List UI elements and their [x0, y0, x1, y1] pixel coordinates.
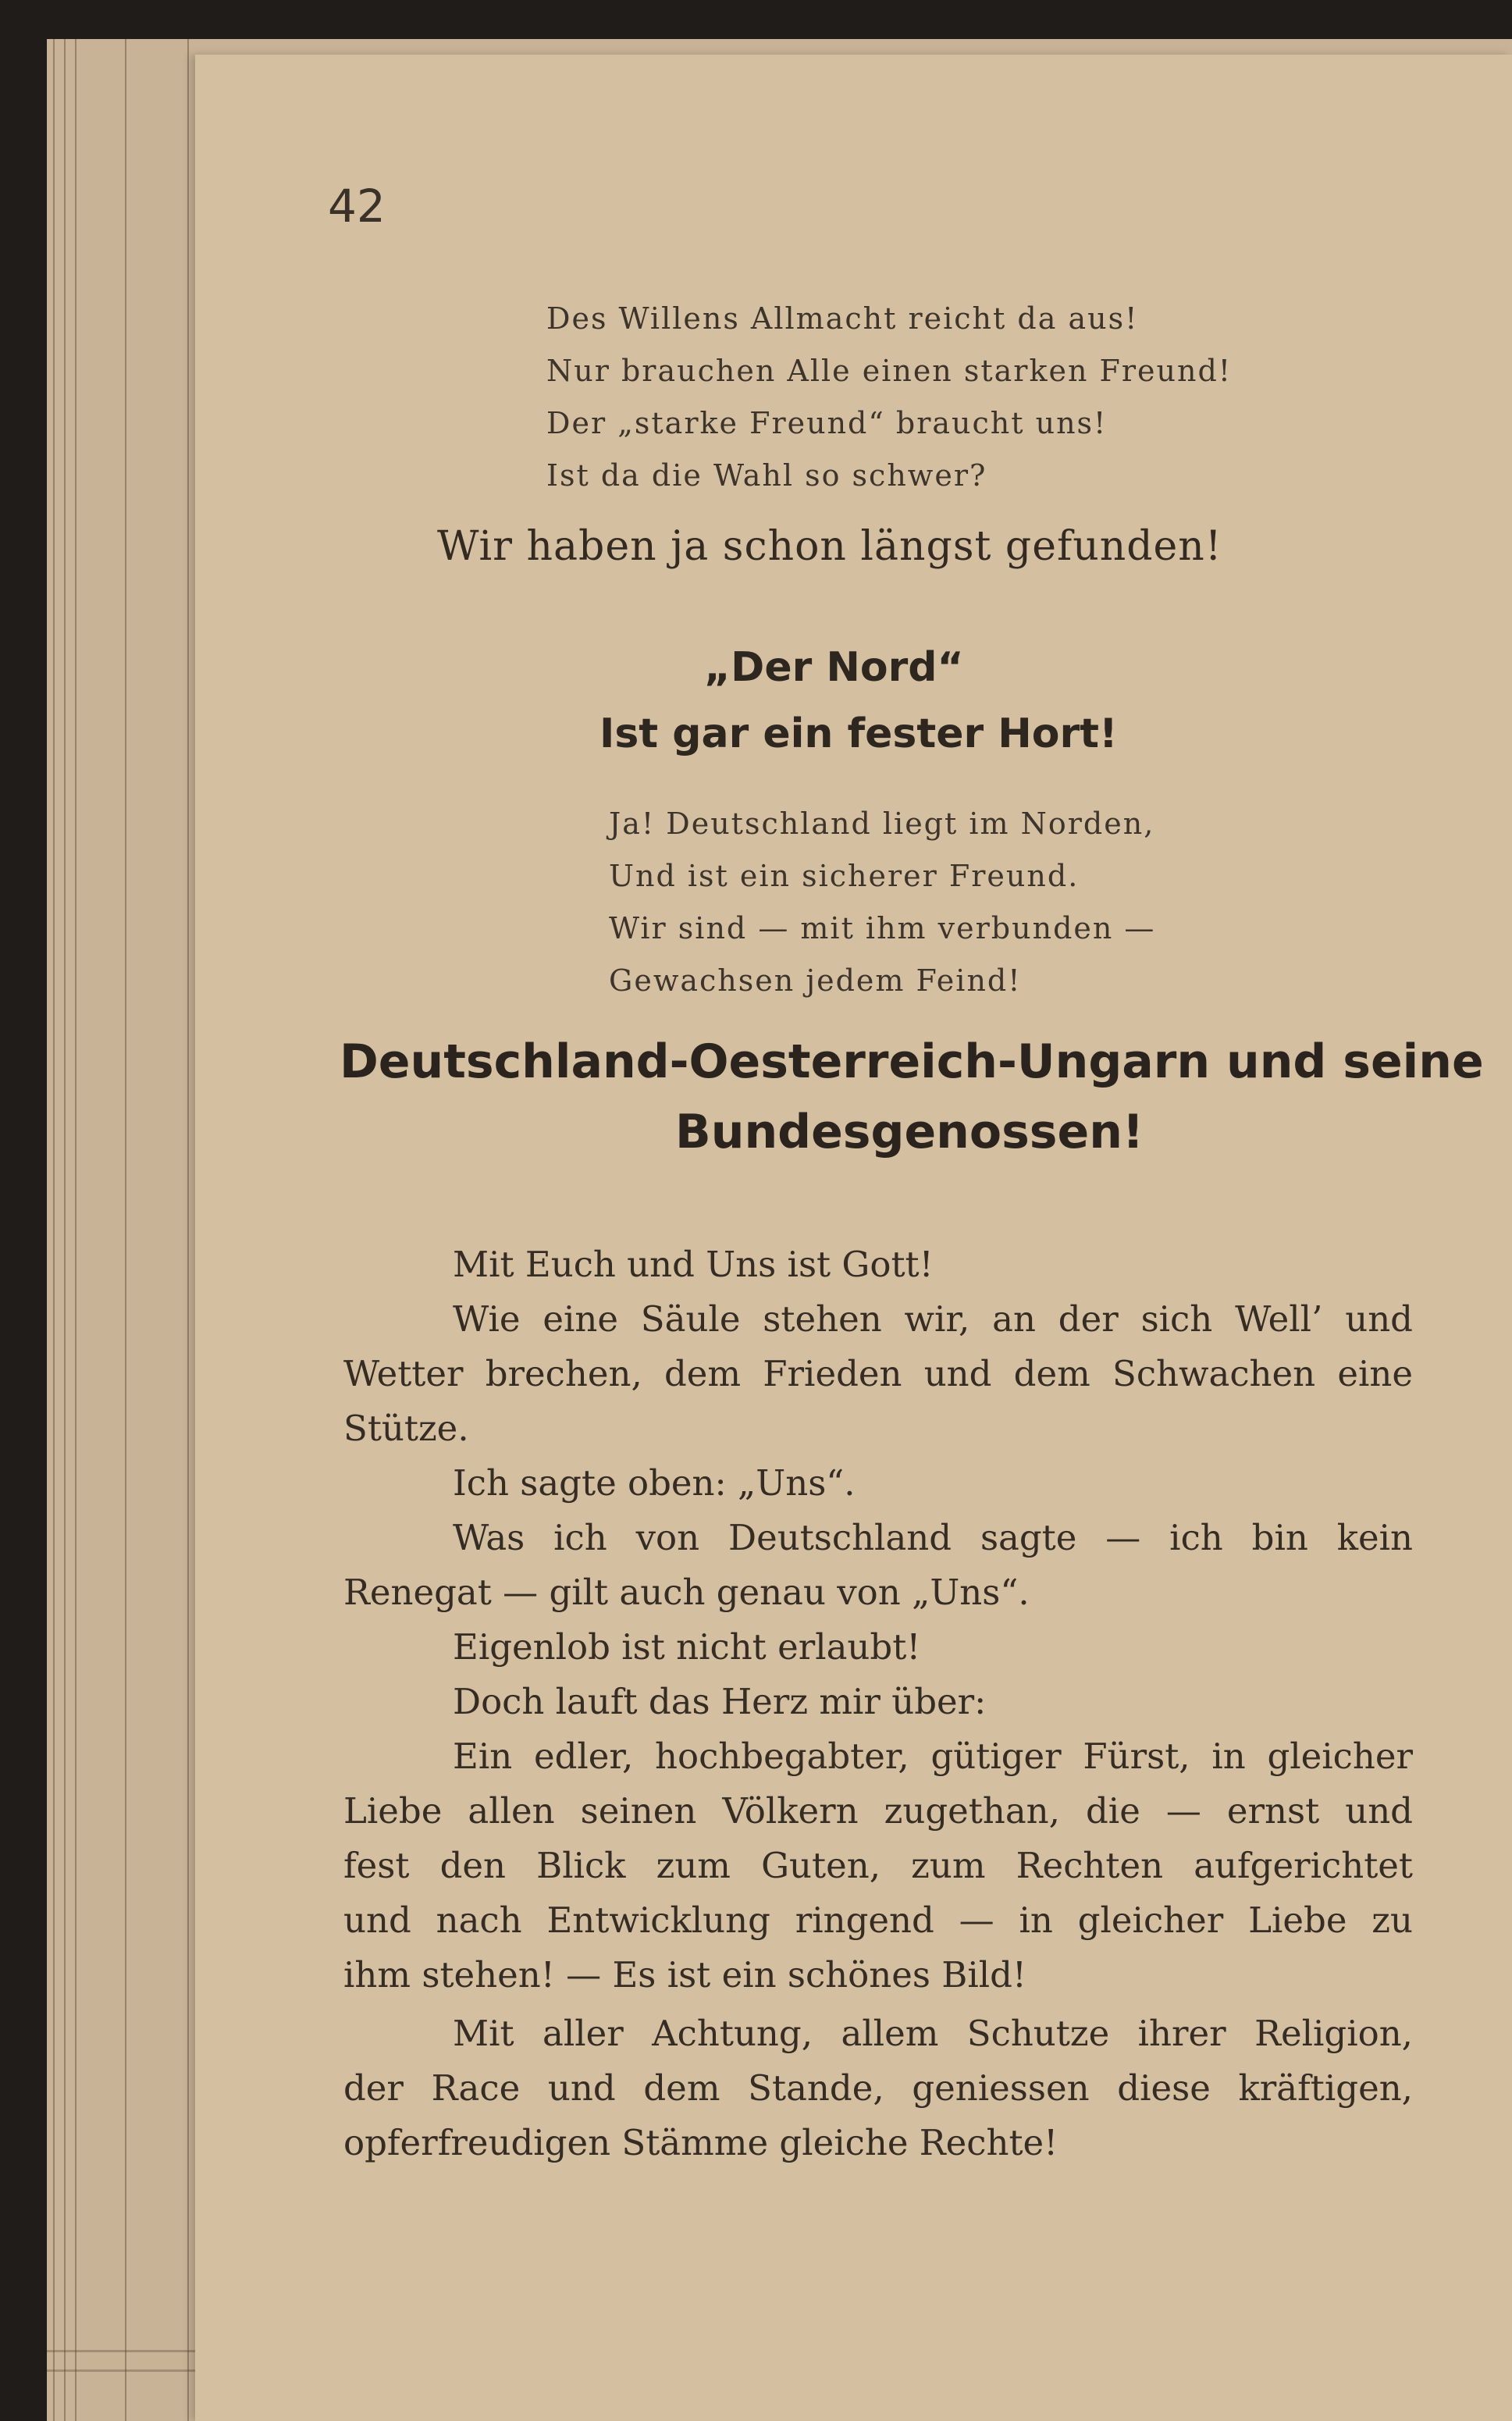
poem-line: Der „starke Freund“ braucht uns!: [546, 406, 1108, 440]
text-line: Stütze.: [343, 1408, 469, 1449]
section-heading: Deutschland-Oesterreich-Ungarn und seine: [340, 1034, 1484, 1089]
text-line: Was ich von Deutschland sagte — ich bin kein: [453, 1517, 1413, 1558]
poem-line: Wir sind — mit ihm verbunden —: [609, 911, 1156, 945]
verse-line: Wir haben ja schon längst gefunden!: [437, 523, 1222, 570]
bold-verse-line: Ist gar ein fester Hort!: [599, 710, 1118, 757]
poem-stanza-2: [609, 798, 1155, 1007]
text-line: ihm stehen! — Es ist ein schönes Bild!: [343, 1954, 1026, 1996]
text-line: fest den Blick zum Guten, zum Rechten aufgerichtet: [343, 1845, 1413, 1886]
poem-line: Ja! Deutschland liegt im Norden,: [609, 806, 1155, 841]
page-edge: [187, 39, 189, 2421]
section-heading: Bundesgenossen!: [675, 1105, 1144, 1159]
poem-line: Ist da die Wahl so schwer?: [546, 458, 987, 493]
paragraph: Doch lauft das Herz mir über:: [453, 1681, 987, 1722]
text-line: Liebe allen seinen Völkern zugethan, die — ernst und: [343, 1790, 1413, 1832]
text-line: Wetter brechen, dem Frieden und dem Schwachen eine: [343, 1353, 1413, 1394]
text-line: und nach Entwicklung ringend — in gleicher Liebe zu: [343, 1899, 1413, 1941]
page-number: 42: [328, 180, 386, 233]
paragraph: Ich sagte oben: „Uns“.: [453, 1462, 856, 1504]
poem-stanza-1: [546, 293, 1232, 502]
poem-line: Und ist ein sicherer Freund.: [609, 859, 1080, 893]
poem-line: Nur brauchen Alle einen starken Freund!: [546, 354, 1233, 388]
paragraph: Mit Euch und Uns ist Gott!: [453, 1244, 934, 1285]
poem-line: Des Willens Allmacht reicht da aus!: [546, 301, 1139, 336]
paragraph: Eigenlob ist nicht erlaubt!: [453, 1626, 921, 1668]
text-line: Renegat — gilt auch genau von „Uns“.: [343, 1572, 1030, 1613]
text-line: Mit aller Achtung, allem Schutze ihrer Religion,: [453, 2013, 1413, 2054]
text-line: Ein edler, hochbegabter, gütiger Fürst, in gleicher: [453, 1736, 1413, 1777]
page-edge: [64, 39, 66, 2421]
book-page: [195, 55, 1512, 2421]
bold-verse-line: „Der Nord“: [704, 644, 964, 691]
page-edge: [53, 39, 55, 2421]
page-edge: [125, 39, 126, 2421]
text-line: der Race und dem Stande, geniessen diese kräftigen,: [343, 2067, 1413, 2109]
poem-line: Gewachsen jedem Feind!: [609, 963, 1022, 998]
text-line: opferfreudigen Stämme gleiche Rechte!: [343, 2122, 1058, 2163]
text-line: Wie eine Säule stehen wir, an der sich Well’ und: [453, 1298, 1413, 1340]
page-edge: [75, 39, 76, 2421]
